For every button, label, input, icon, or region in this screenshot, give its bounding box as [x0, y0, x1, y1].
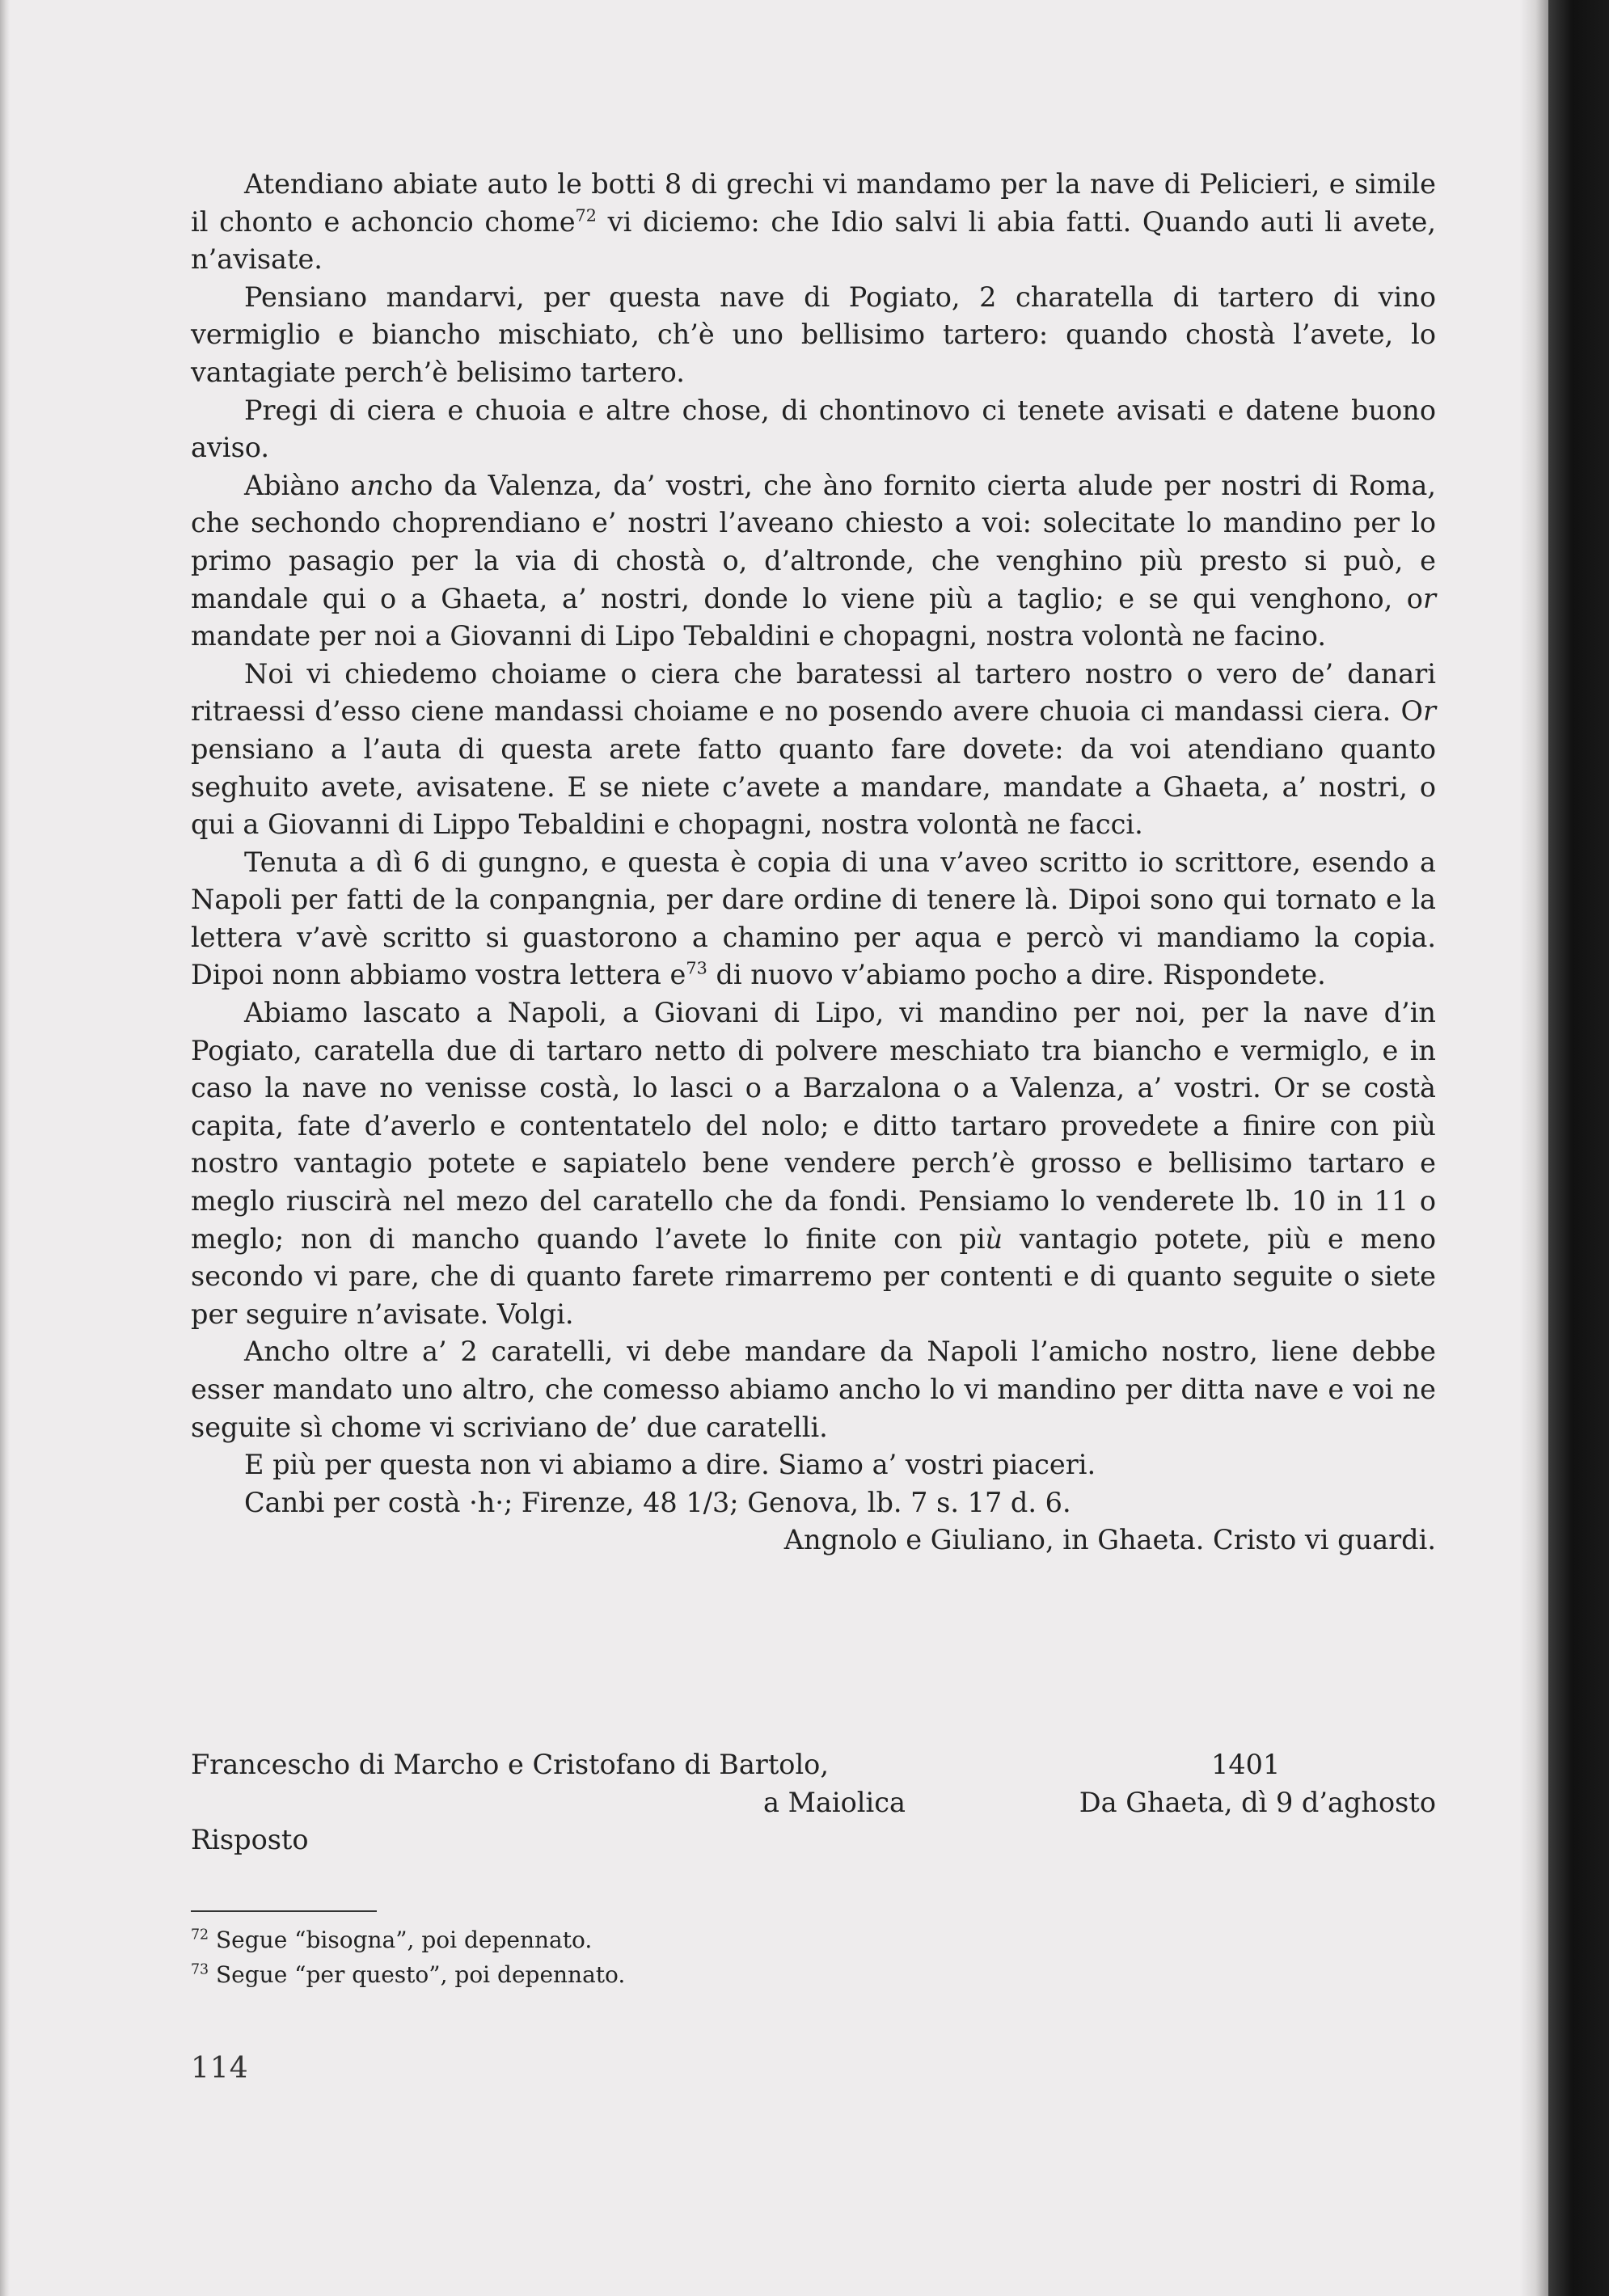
footnote-73 [191, 1957, 625, 1992]
address-row-2 [191, 1784, 1436, 1822]
italic-text: n [366, 469, 384, 501]
paragraph-2: Pensiano mandarvi, per questa nave di Pogiato, 2 charatella di tartero di vino vermiglio e biancho mischiato, ch’è uno bellisimo tartero: quando chostà l’avete, lo vantagiate perch’è belisimo tartero. [191, 281, 1436, 388]
destination: a Maiolica [763, 1786, 906, 1818]
paragraph-6 [191, 844, 1436, 994]
book-edge-shadow [1548, 0, 1609, 2296]
paragraph-9: E più per questa non vi abiamo a dire. Siamo a’ vostri piaceri. [244, 1449, 1096, 1481]
letter-body [191, 166, 1436, 1560]
paragraph-text: di nuovo v’abiamo pocho a dire. Rispondete. [707, 959, 1326, 991]
italic-text: ù [985, 1222, 1003, 1255]
paragraph-10: Canbi per costà ·h·; Firenze, 48 1/3; Genova, lb. 7 s. 17 d. 6. [244, 1486, 1071, 1518]
italic-text: r [1422, 582, 1436, 614]
paragraph-8: Ancho oltre a’ 2 caratelli, vi debe mandare da Napoli l’amicho nostro, liene debbe esser mandato uno altro, che comesso abiamo ancho lo vi mandino per ditta nave e voi ne seguite sì chome vi scriviano de’ due caratelli. [191, 1336, 1436, 1443]
address-row-3 [191, 1821, 1436, 1859]
footnote-ref-72: 72 [575, 205, 597, 226]
page-right-edge [1520, 0, 1548, 2296]
paragraph-3: Pregi di ciera e chuoia e altre chose, di chontinovo ci tenete avisati e datene buono aviso. [191, 394, 1436, 464]
footnote-text: Segue “bisogna”, poi depennato. [209, 1927, 593, 1953]
footnote-number: 72 [191, 1927, 209, 1944]
date-line: Da Ghaeta, dì 9 d’aghosto [1079, 1786, 1436, 1818]
address-block [191, 1746, 1436, 1859]
paragraph-7 [191, 994, 1436, 1333]
address-row-1 [191, 1746, 1436, 1784]
paragraph-text: mandate per noi a Giovanni di Lipo Tebaldini e chopagni, nostra volontà ne facino. [191, 620, 1327, 652]
page-number: 114 [191, 2052, 249, 2085]
italic-text: r [1422, 695, 1436, 728]
recipient: Francescho di Marcho e Cristofano di Bartolo, [191, 1749, 829, 1780]
paragraph-1 [191, 166, 1436, 279]
footnote-72 [191, 1922, 625, 1957]
year: 1401 [1211, 1749, 1281, 1780]
footnote-number: 73 [191, 1961, 209, 1978]
page-left-edge [0, 0, 10, 2296]
footnotes [191, 1922, 625, 1992]
paragraph-text: Abiàno a [244, 469, 367, 501]
paragraph-5 [191, 656, 1436, 844]
paragraph-text: vantagio potete, più e meno secondo vi pare, che di quanto farete rimarremo per contenti e di quanto seguite o siete per seguire n’avisate. Volgi. [191, 1222, 1436, 1330]
paragraph-text: Noi vi chiedemo choiame o ciera che baratessi al tartero nostro o vero de’ danari ritraessi d’esso ciene mandassi choiame e no posendo avere chuoia ci mandassi ciera. O [191, 657, 1436, 728]
paragraph-text: cho da Valenza, da’ vostri, che àno fornito cierta alude per nostri di Roma, che sechondo choprendiano e’ nostri l’aveano chiesto a voi: solecitate lo mandino per lo primo pasagio per la via di chostà o, d’altronde, che venghino più presto si può, e mandale qui o a Ghaeta, a’ nostri, donde lo viene più a taglio; e se qui venghono, o [191, 469, 1436, 614]
paragraph-text: Tenuta a dì 6 di gungno, e questa è copia di una v’aveo scritto io scrittore, esendo a Napoli per fatti de la conpangnia, per dare ordine di tenere là. Dipoi sono qui tornato e la lettera v’avè scritto si guastorono a chamino per aqua e percò vi mandiamo la copia. Dipoi nonn abbiamo vostra lettera e [191, 846, 1436, 991]
footnote-text: Segue “per questo”, poi depennato. [209, 1961, 626, 1988]
paragraph-text: vi diciemo: che Idio salvi li abia fatti. Quando auti li avete, n’avisate. [191, 205, 1436, 276]
signature: Angnolo e Giuliano, in Ghaeta. Cristo vi guardi. [783, 1524, 1436, 1556]
paragraph-text: pensiano a l’auta di questa arete fatto quanto fare dovete: da voi atendiano quanto seghuito avete, avisatene. E se niete c’avete a mandare, mandate a Ghaeta, a’ nostri, o qui a Giovanni di Lippo Tebaldini e chopagni, nostra volontà ne facci. [191, 732, 1436, 841]
reply-note: Risposto [191, 1824, 309, 1856]
paragraph-text: Atendiano abiate auto le botti 8 di grechi vi mandamo per la nave di Pelicieri, e simile il chonto e achoncio chome [191, 168, 1436, 238]
footnote-rule [191, 1910, 377, 1912]
paragraph-4 [191, 467, 1436, 656]
paragraph-text: Abiamo lascato a Napoli, a Giovani di Lipo, vi mandino per noi, per la nave d’in Pogiato, caratella due di tartaro netto di polvere meschiato tra biancho e vermiglo, e in caso la nave no venisse costà, lo lasci o a Barzalona o a Valenza, a’ vostri. Or se costà capita, fate d’averlo e contentatelo del nolo; e ditto tartaro provedete a finire con più nostro vantagio potete e sapiatelo bene vendere perch’è grosso e bellisimo tartaro e meglo riuscirà nel mezo del caratello che da fondi. Pensiamo lo venderete lb. 10 in 11 o meglo; non di mancho quando l’avete lo finite con pi [191, 997, 1436, 1255]
footnote-ref-73: 73 [686, 959, 707, 979]
